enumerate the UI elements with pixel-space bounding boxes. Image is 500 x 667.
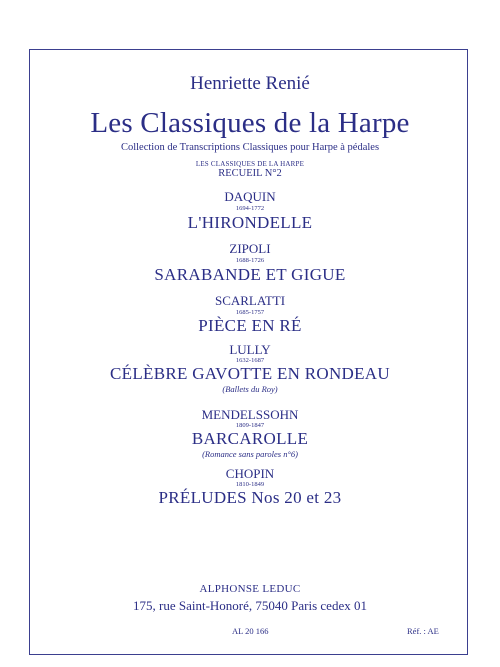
- volume-number: RECUEIL N°2: [218, 168, 282, 179]
- piece-title: CÉLÈBRE GAVOTTE EN RONDEAU: [110, 364, 390, 383]
- publisher-name: ALPHONSE LEDUC: [199, 583, 301, 595]
- piece-composer: DAQUIN: [224, 189, 276, 204]
- piece-dates: 1688-1726: [235, 257, 265, 264]
- piece-composer: ZIPOLI: [229, 241, 271, 256]
- piece-dates: 1809-1847: [235, 422, 265, 429]
- piece-title: PIÈCE EN RÉ: [198, 316, 302, 335]
- piece-composer: LULLY: [229, 342, 271, 357]
- piece-title: PRÉLUDES Nos 20 et 23: [158, 488, 342, 507]
- piece-note: (Ballets du Roy): [222, 384, 278, 394]
- reference-code: Réf. : AE: [407, 626, 439, 636]
- piece-dates: 1810-1849: [235, 481, 265, 488]
- series-label: LES CLASSIQUES DE LA HARPE: [195, 160, 305, 168]
- piece-note: (Romance sans paroles n°6): [202, 449, 298, 459]
- catalog-number: AL 20 166: [232, 626, 269, 636]
- piece-dates: 1694-1772: [235, 205, 265, 212]
- piece-dates: 1632-1687: [235, 357, 265, 364]
- piece-dates: 1685-1757: [235, 309, 265, 316]
- piece-composer: SCARLATTI: [214, 293, 286, 308]
- piece-title: L'HIRONDELLE: [187, 213, 313, 232]
- piece-composer: CHOPIN: [225, 466, 275, 481]
- collection-title: Les Classiques de la Harpe: [90, 107, 410, 139]
- piece-title: SARABANDE ET GIGUE: [154, 265, 346, 284]
- publisher-address: 175, rue Saint-Honoré, 75040 Paris cedex 01: [133, 598, 367, 613]
- collection-subtitle: Collection de Transcriptions Classiques pour Harpe à pédales: [120, 142, 380, 153]
- author-name: Henriette Renié: [190, 73, 310, 94]
- piece-composer: MENDELSSOHN: [201, 407, 299, 422]
- piece-title: BARCAROLLE: [191, 429, 309, 448]
